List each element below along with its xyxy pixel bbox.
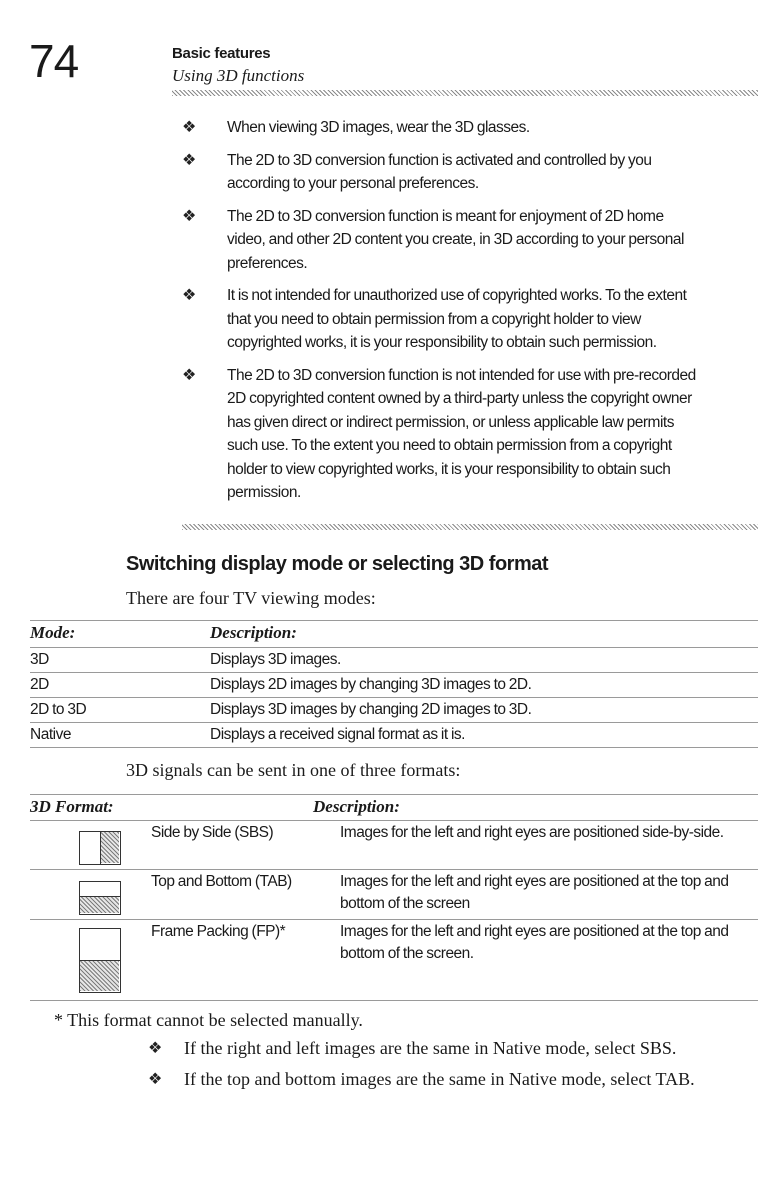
table-rule	[30, 919, 758, 920]
list-item: ❖ It is not intended for unauthorized use of copyrighted works. To the extent that you need to obtain permission from a copyright holder to view copyrighted works, it is your responsibility to obtain such permission.	[182, 284, 702, 355]
bullet-list-bottom	[148, 1037, 758, 1099]
mode-description: Displays 3D images by changing 2D images to 3D.	[210, 701, 532, 718]
mode-name: 2D to 3D	[30, 701, 87, 718]
list-item: ❖ When viewing 3D images, wear the 3D glasses.	[182, 116, 702, 140]
format-name: Side by Side (SBS)	[151, 824, 274, 841]
bullet-list-top	[182, 116, 702, 512]
bullet-diamond-icon: ❖	[148, 1040, 163, 1057]
formats-intro: 3D signals can be sent in one of three formats:	[126, 760, 461, 780]
table-header-description: Description:	[210, 623, 297, 642]
section-title: Switching display mode or selecting 3D format	[126, 553, 549, 575]
table-header-mode: Mode:	[30, 623, 76, 642]
note-end-rule	[182, 524, 758, 530]
subsection-heading: Using 3D functions	[172, 66, 305, 85]
table-rule	[30, 722, 758, 723]
bullet-diamond-icon: ❖	[182, 151, 197, 169]
table-rule	[30, 672, 758, 673]
format-description: Images for the left and right eyes are positioned at the top and bottom of the screen.	[340, 923, 729, 962]
modes-intro: There are four TV viewing modes:	[126, 588, 376, 608]
mode-description: Displays 3D images.	[210, 651, 341, 668]
format-name: Top and Bottom (TAB)	[151, 873, 292, 890]
table-rule	[30, 869, 758, 870]
table-header-format: 3D Format:	[30, 797, 114, 816]
format-description: Images for the left and right eyes are positioned side-by-side.	[340, 824, 724, 841]
format-name: Frame Packing (FP)*	[151, 923, 286, 940]
bullet-diamond-icon: ❖	[182, 119, 197, 136]
bullet-diamond-icon: ❖	[182, 366, 197, 384]
mode-description: Displays a received signal format as it is.	[210, 726, 465, 743]
mode-name: Native	[30, 726, 71, 743]
table-rule	[30, 697, 758, 698]
list-item: ❖ The 2D to 3D conversion function is activated and controlled by you according to your personal preferences.	[182, 149, 702, 196]
list-item: ❖ If the right and left images are the same in Native mode, select SBS.	[148, 1038, 677, 1058]
footnote: * This format cannot be selected manually.	[54, 1010, 363, 1030]
table-rule	[30, 794, 758, 795]
table-rule	[30, 620, 758, 621]
table-rule	[30, 820, 758, 821]
bullet-diamond-icon: ❖	[148, 1071, 163, 1088]
header-rule	[172, 90, 758, 96]
format-description: Images for the left and right eyes are positioned at the top and bottom of the screen	[340, 873, 729, 912]
list-item: ❖ If the top and bottom images are the same in Native mode, select TAB.	[148, 1069, 695, 1089]
table-rule	[30, 747, 758, 748]
mode-name: 2D	[30, 676, 49, 693]
mode-description: Displays 2D images by changing 3D images to 2D.	[210, 676, 532, 693]
bullet-diamond-icon: ❖	[182, 207, 197, 225]
list-item: ❖ The 2D to 3D conversion function is not intended for use with pre-recorded 2D copyrighted content owned by a third-party unless the copyright owner has given direct or indirect permission, or unless applicable law permits such use. To the extent you need to obtain permission from a copyright holder to view copyrighted works, it is your responsibility to obtain such permission.	[182, 364, 702, 505]
mode-name: 3D	[30, 651, 49, 668]
table-rule	[30, 647, 758, 648]
section-heading: Basic features	[172, 45, 271, 62]
list-item: ❖ The 2D to 3D conversion function is meant for enjoyment of 2D home video, and other 2D content you create, in 3D according to your personal preferences.	[182, 205, 702, 276]
bullet-diamond-icon: ❖	[182, 287, 197, 304]
table-rule	[30, 1000, 758, 1001]
table-header-description: Description:	[313, 797, 400, 816]
page-number: 74	[29, 35, 79, 87]
